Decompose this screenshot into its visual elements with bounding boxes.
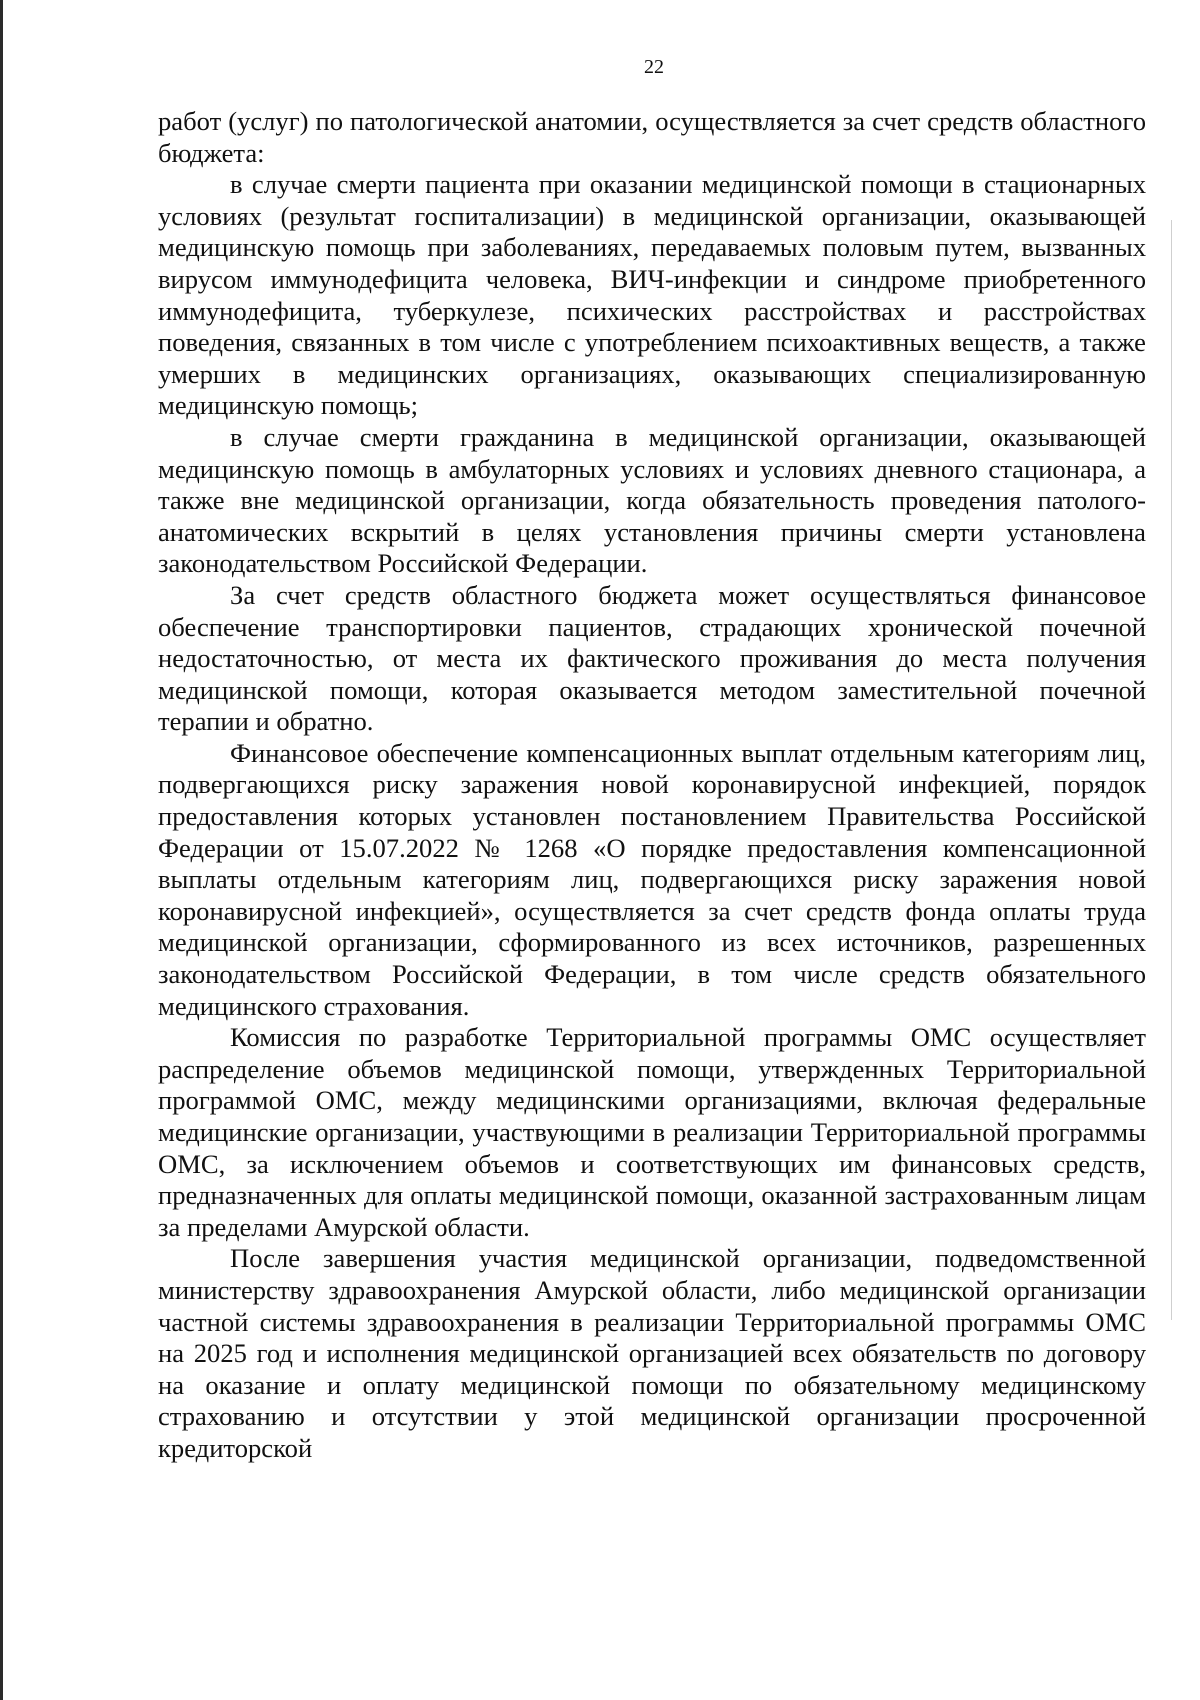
- paragraph-commission: Комиссия по разработке Территориальной программы ОМС осуществляет распределение объемов медицинской помощи, утвержденных Территориальной программой ОМС, между медицинскими организациями, включая федеральные медицинские организации, участвующими в реализации Территориальной программы ОМС, за исключением объемов и соответствующих им финансовых средств, предназначенных для оплаты медицинской помощи, оказанной застрахованным лицам за пределами Амурской области.: [158, 1022, 1146, 1242]
- scan-edge-right: [1171, 220, 1172, 1320]
- body-text: [158, 106, 1146, 1465]
- page-number: 22: [644, 56, 664, 78]
- paragraph-transport-funding: За счет средств областного бюджета может осуществляться финансовое обеспечение транспортировки пациентов, страдающих хронической почечной недостаточностью, от места их фактического проживания до места получения медицинской помощи, которая оказывается методом заместительной почечной терапии и обратно.: [158, 579, 1146, 737]
- paragraph-outpatient-death: в случае смерти гражданина в медицинской организации, оказывающей медицинскую помощь в амбулаторных условиях и условиях дневного стационара, а также вне медицинской организации, когда обязательность проведения патолого-анатомических вскрытий в целях установления причины смерти установлена законодательством Российской Федерации.: [158, 421, 1146, 579]
- paragraph-inpatient-death: в случае смерти пациента при оказании медицинской помощи в стационарных условиях (результат госпитализации) в медицинской организации, оказывающей медицинскую помощь при заболеваниях, передаваемых половым путем, вызванных вирусом иммунодефицита человека, ВИЧ-инфекции и синдроме приобретенного иммунодефицита, туберкулезе, психических расстройствах и расстройствах поведения, связанных в том числе с употреблением психоактивных веществ, а также умерших в медицинских организациях, оказывающих специализированную медицинскую помощь;: [158, 169, 1146, 421]
- paragraph-continuation: работ (услуг) по патологической анатомии, осуществляется за счет средств областного бюджета:: [158, 106, 1146, 168]
- paragraph-after-participation: После завершения участия медицинской организации, подведомственной министерству здравоохранения Амурской области, либо медицинской организации частной системы здравоохранения в реализации Территориальной программы ОМС на 2025 год и исполнения медицинской организацией всех обязательств по договору на оказание и оплату медицинской помощи по обязательному медицинскому страхованию и отсутствии у этой медицинской организации просроченной кредиторской: [158, 1243, 1146, 1463]
- paragraph-compensation-payments: Финансовое обеспечение компенсационных выплат отдельным категориям лиц, подвергающихся риску заражения новой коронавирусной инфекцией, порядок предоставления которых установлен постановлением Правительства Российской Федерации от 15.07.2022 № 1268 «О порядке предоставления компенсационной выплаты отдельным категориям лиц, подвергающихся риску заражения новой коронавирусной инфекцией», осуществляется за счет средств фонда оплаты труда медицинской организации, сформированного из всех источников, разрешенных законодательством Российской Федерации, в том числе средств обязательного медицинского страхования.: [158, 737, 1146, 1021]
- scan-edge-left: [0, 0, 3, 1700]
